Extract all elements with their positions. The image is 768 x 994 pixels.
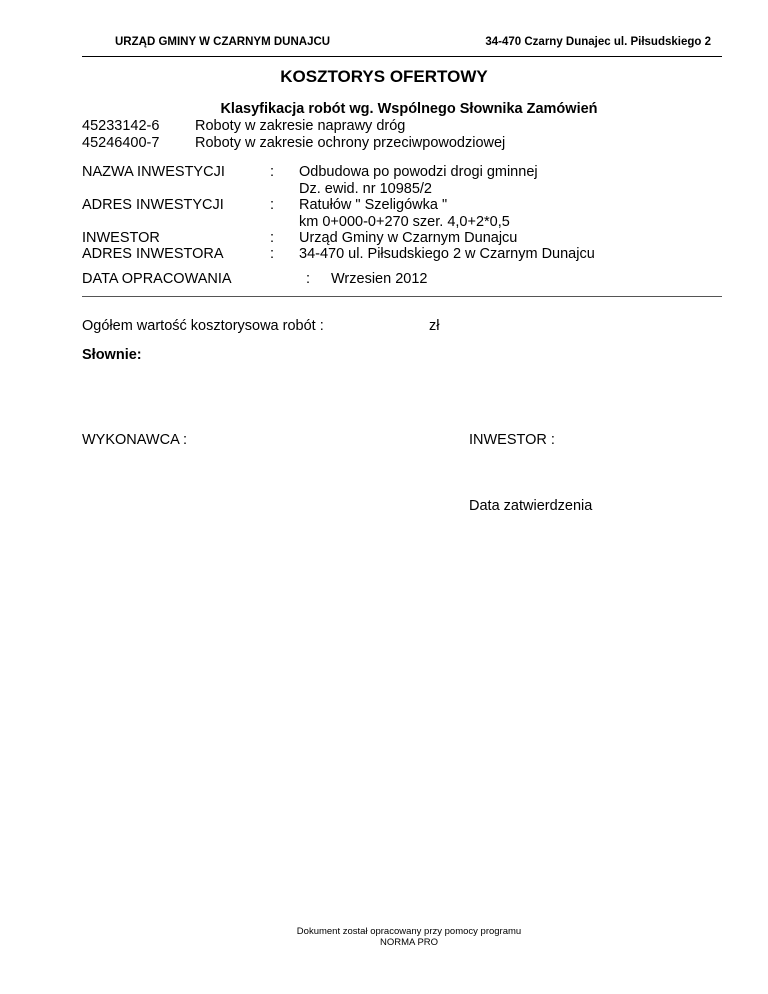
total-value-label: Ogółem wartość kosztorysowa robót : [82,318,324,334]
wykonawca-label: WYKONAWCA : [82,432,187,448]
adres-inwestycji-colon: : [270,197,275,213]
header-divider [82,56,722,57]
classification-desc-1: Roboty w zakresie naprawy dróg [195,118,406,134]
inwestor-value: Urząd Gminy w Czarnym Dunajcu [299,230,518,246]
inwestor-signature-label: INWESTOR : [469,432,555,448]
adres-inwestycji-value-line-2: km 0+000-0+270 szer. 4,0+2*0,5 [299,214,510,230]
footer-line-2: NORMA PRO [379,937,439,948]
inwestor-colon: : [270,230,275,246]
inwestor-label: INWESTOR [82,230,160,246]
footer-line-1: Dokument został opracowany przy pomocy programu [296,926,522,937]
header-right-text: 34-470 Czarny Dunajec ul. Piłsudskiego 2 [485,36,711,48]
nazwa-inwestycji-value-line-1: Odbudowa po powodzi drogi gminnej [299,164,538,180]
nazwa-inwestycji-colon: : [270,164,275,180]
section-divider [82,296,722,297]
document-title: KOSZTORYS OFERTOWY [280,67,488,86]
adres-inwestora-colon: : [270,246,275,262]
data-opracowania-value: Wrzesien 2012 [331,271,428,287]
footer-note [0,926,768,948]
data-opracowania-colon: : [306,271,311,287]
header-left-text: URZĄD GMINY W CZARNYM DUNAJCU [115,36,331,48]
adres-inwestora-label: ADRES INWESTORA [82,246,224,262]
classification-code-2: 45246400-7 [82,135,160,151]
adres-inwestycji-label: ADRES INWESTYCJI [82,197,224,213]
adres-inwestycji-value-line-1: Ratułów " Szeligówka " [299,197,448,213]
amount-in-words-label: Słownie: [82,347,142,363]
data-opracowania-label: DATA OPRACOWANIA [82,271,232,287]
approval-date-label: Data zatwierdzenia [469,498,593,514]
currency-label: zł [429,318,440,334]
classification-heading: Klasyfikacja robót wg. Wspólnego Słownika Zamówień [220,101,598,117]
nazwa-inwestycji-label: NAZWA INWESTYCJI [82,164,225,180]
classification-code-1: 45233142-6 [82,118,160,134]
adres-inwestora-value: 34-470 ul. Piłsudskiego 2 w Czarnym Dunajcu [299,246,595,262]
nazwa-inwestycji-value-line-2: Dz. ewid. nr 10985/2 [299,181,432,197]
classification-desc-2: Roboty w zakresie ochrony przeciwpowodziowej [195,135,506,151]
